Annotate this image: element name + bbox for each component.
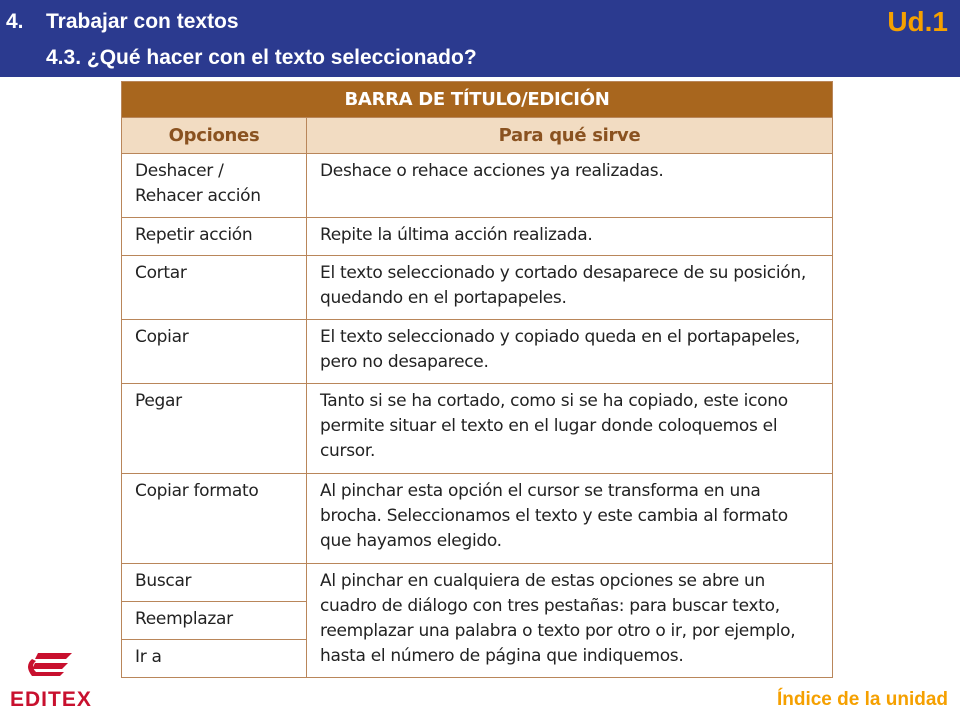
purpose-cell: Deshace o rehace acciones ya realizadas. [307,154,833,218]
table-row [122,320,833,384]
table-title: BARRA DE TÍTULO/EDICIÓN [122,82,833,118]
column-header-options: Opciones [122,118,307,154]
purpose-cell: El texto seleccionado y cortado desaparece de su posición, quedando en el portapapeles. [307,256,833,320]
table-title-row [122,82,833,118]
unit-index-link[interactable]: Índice de la unidad [776,689,948,710]
table-header-row [122,118,833,154]
option-cell: Deshacer / Rehacer acción [122,154,307,218]
option-cell: Copiar formato [122,474,307,564]
purpose-cell: Repite la última acción realizada. [307,218,833,256]
table-row [122,154,833,218]
logo-text: EDITEX [10,688,92,711]
section-number: 4. [6,10,24,33]
section-title: Trabajar con textos [46,10,239,33]
purpose-cell: Al pinchar esta opción el cursor se transforma en una brocha. Seleccionamos el texto y este cambia al formato que hayamos elegido. [307,474,833,564]
option-cell: Buscar [122,564,307,602]
column-header-purpose: Para qué sirve [307,118,833,154]
option-cell: Ir a [122,640,307,678]
table-row [122,474,833,564]
option-cell: Cortar [122,256,307,320]
option-cell: Copiar [122,320,307,384]
table-row [122,384,833,474]
header-bar [0,0,960,77]
subsection-title: 4.3. ¿Qué hacer con el texto seleccionado? [46,46,477,69]
option-cell: Repetir acción [122,218,307,256]
table-row [122,218,833,256]
book-icon [28,653,72,676]
option-cell: Pegar [122,384,307,474]
table-row [122,256,833,320]
options-table [121,81,833,678]
purpose-cell: El texto seleccionado y copiado queda en el portapapeles, pero no desaparece. [307,320,833,384]
unit-label: Ud.1 [887,6,948,37]
table-row [122,564,833,602]
editex-logo [10,650,110,712]
purpose-cell: Al pinchar en cualquiera de estas opciones se abre un cuadro de diálogo con tres pestañas: para buscar texto, reemplazar una palabra o texto por otro o ir, por ejemplo, hasta el número de página que indiquemos. [307,564,833,678]
option-cell: Reemplazar [122,602,307,640]
purpose-cell: Tanto si se ha cortado, como si se ha copiado, este icono permite situar el texto en el lugar donde coloquemos el cursor. [307,384,833,474]
